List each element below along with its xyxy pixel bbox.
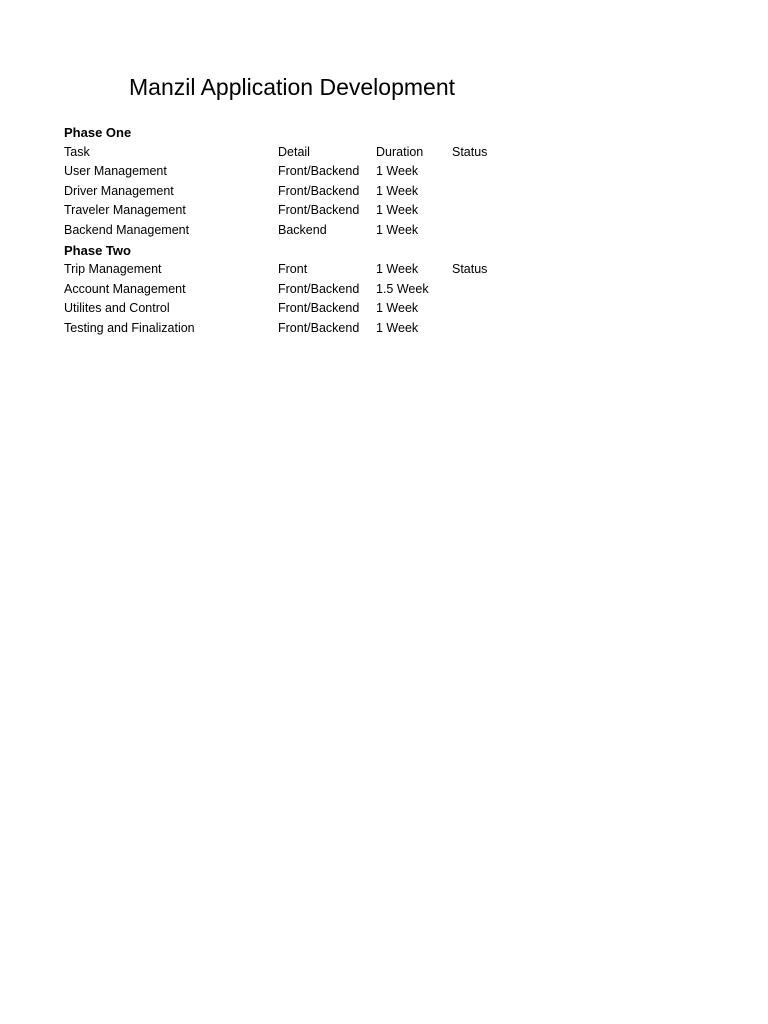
phase-two-heading: Phase Two [64, 242, 131, 258]
detail-cell: Front/Backend [278, 320, 360, 335]
duration-cell: 1 Week [376, 222, 419, 237]
phase-one-heading: Phase One [64, 125, 132, 140]
duration-cell: 1 Week [376, 164, 419, 179]
task-cell: Traveler Management [64, 203, 186, 218]
header-duration: Duration [376, 144, 424, 159]
detail-cell: Front/Backend [278, 301, 360, 316]
status-cell: Status [452, 262, 488, 277]
document-title: Manzil Application Development [129, 74, 456, 100]
task-cell: Testing and Finalization [64, 320, 195, 335]
detail-cell: Front [278, 262, 308, 277]
task-cell: User Management [64, 164, 167, 179]
task-cell: Utilites and Control [64, 301, 170, 316]
duration-cell: 1 Week [376, 320, 419, 335]
task-cell: Account Management [64, 281, 186, 296]
task-cell: Trip Management [64, 262, 162, 277]
duration-cell: 1 Week [376, 203, 419, 218]
task-cell: Driver Management [64, 183, 174, 198]
detail-cell: Front/Backend [278, 183, 360, 198]
detail-cell: Front/Backend [278, 164, 360, 179]
header-task: Task [64, 144, 90, 159]
duration-cell: 1.5 Week [376, 281, 429, 296]
duration-cell: 1 Week [376, 301, 419, 316]
task-cell: Backend Management [64, 222, 190, 237]
detail-cell: Backend [278, 222, 327, 237]
header-status: Status [452, 144, 488, 159]
duration-cell: 1 Week [376, 262, 419, 277]
detail-cell: Front/Backend [278, 203, 360, 218]
duration-cell: 1 Week [376, 183, 419, 198]
detail-cell: Front/Backend [278, 281, 360, 296]
header-detail: Detail [278, 144, 310, 159]
